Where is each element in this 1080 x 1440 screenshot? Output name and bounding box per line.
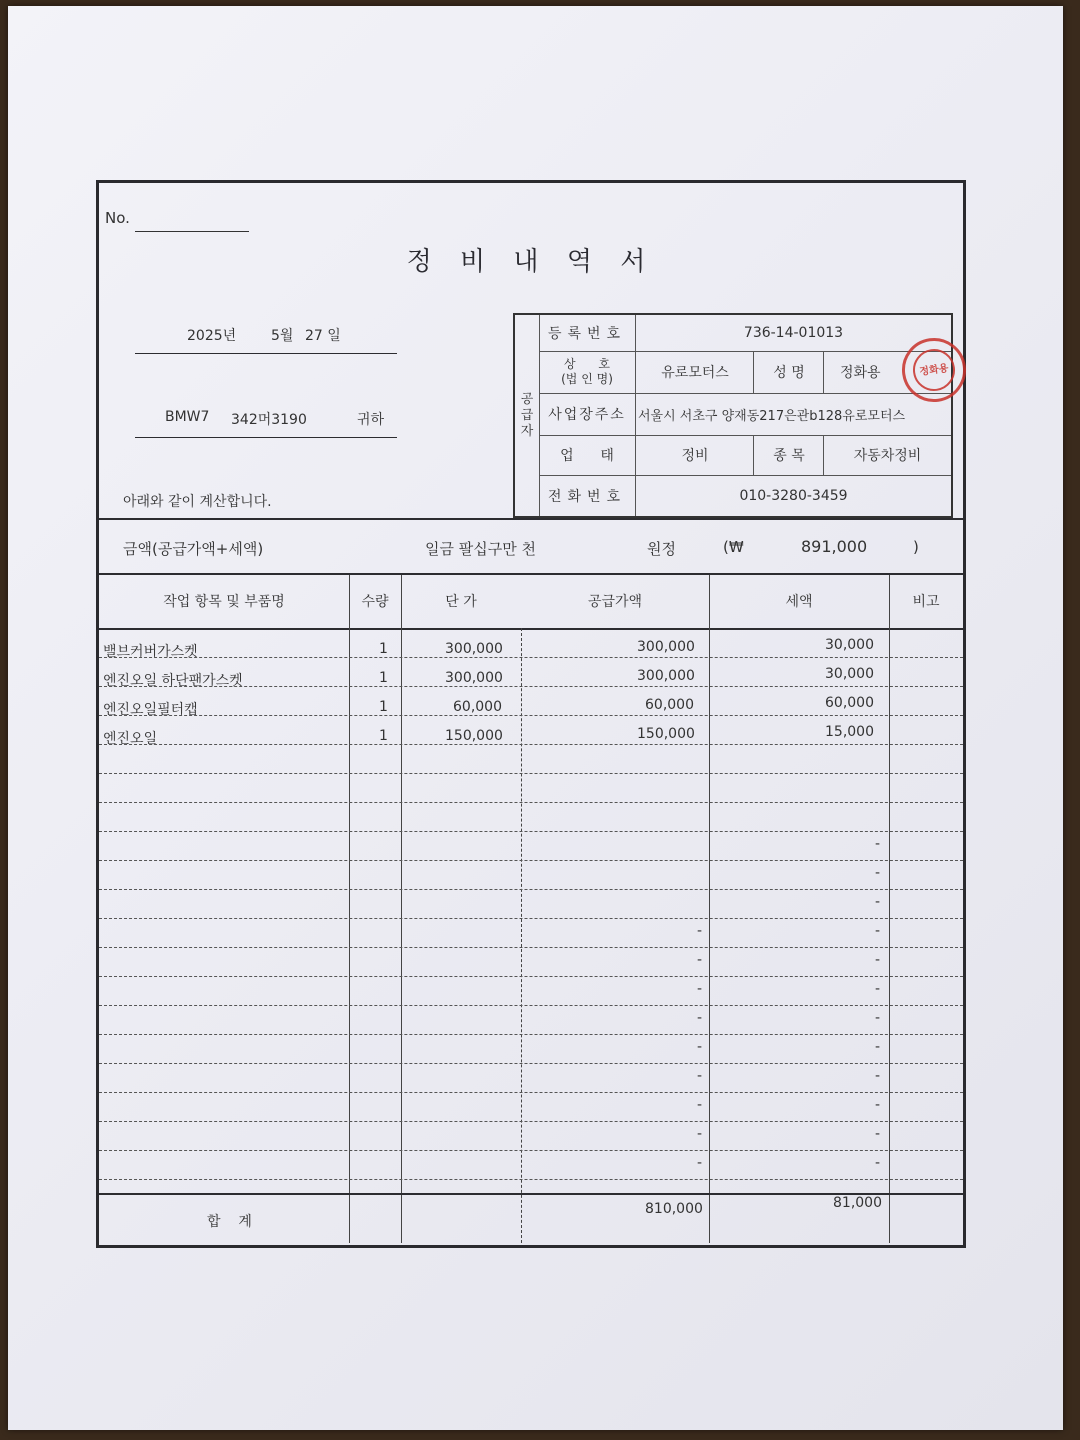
empty-tax-dash: - (875, 836, 881, 852)
row-1-qty: 1 (379, 641, 388, 657)
row-3-qty: 1 (379, 699, 388, 715)
amount-korean: 일금 팔십구만 천 (425, 540, 536, 558)
intro-text: 아래와 같이 계산합니다. (123, 494, 272, 510)
owner-name: 정화용 (823, 351, 951, 393)
empty-tax-dash: - (875, 1010, 881, 1026)
row-separator (99, 1092, 963, 1093)
total-label: 합 계 (207, 1214, 252, 1230)
empty-tax-dash: - (875, 952, 881, 968)
row-1-supply: 300,000 (637, 639, 695, 655)
supplier-side-char-1: 공 (520, 391, 534, 407)
empty-tax-dash: - (875, 1039, 881, 1055)
row-separator (99, 947, 963, 948)
supplier-row-reg (539, 315, 951, 352)
row-separator (99, 1063, 963, 1064)
amount-label: 금액(공급가액+세액) (123, 540, 264, 558)
row-separator (99, 860, 963, 861)
col-divider-unit (401, 575, 402, 1243)
total-tax: 81,000 (833, 1195, 882, 1211)
company-name: 유로모터스 (635, 351, 754, 393)
supplier-side-char-3: 자 (520, 423, 534, 439)
row-4-item: 엔진오일 (103, 731, 158, 747)
reg-number: 736-14-01013 (635, 315, 951, 351)
business-label: 업 태 (560, 448, 614, 464)
recipient-underline (135, 437, 397, 438)
row-3-unit: 60,000 (453, 699, 502, 715)
row-separator (99, 1034, 963, 1035)
amount-suffix: 원정 (647, 540, 676, 558)
row-separator (99, 1150, 963, 1151)
empty-tax-dash: - (875, 1155, 881, 1171)
empty-tax-dash: - (875, 923, 881, 939)
col-divider-tax (709, 575, 710, 1243)
col-divider-qty (349, 575, 350, 1243)
empty-supply-dash: - (697, 1010, 703, 1026)
company-label-line1: 상 호 (563, 357, 611, 371)
row-2-tax: 30,000 (825, 666, 874, 682)
row-separator (99, 773, 963, 774)
recipient-plate: 342머3190 (231, 412, 307, 428)
row-4-supply: 150,000 (637, 726, 695, 742)
supplier-row-phone (539, 475, 951, 516)
empty-tax-dash: - (875, 1068, 881, 1084)
business-type: 정비 (635, 435, 754, 475)
recipient-honorific: 귀하 (357, 412, 385, 428)
row-separator (99, 715, 963, 716)
supplier-box (513, 313, 953, 518)
phone-number: 010-3280-3459 (635, 475, 951, 516)
date-underline (135, 353, 397, 354)
row-4-qty: 1 (379, 728, 388, 744)
header-supply-amount: 공급가액 (587, 594, 643, 610)
page-title: 정 비 내 역 서 (406, 247, 656, 277)
address-value: 서울시 서초구 양재동217은관b128유로모터스 (635, 393, 951, 435)
row-separator (99, 889, 963, 890)
date-year: 2025년 (187, 328, 237, 344)
repair-statement-form (96, 180, 966, 1248)
empty-tax-dash: - (875, 981, 881, 997)
empty-tax-dash: - (875, 1126, 881, 1142)
supplier-row-company (539, 351, 951, 394)
row-separator (99, 918, 963, 919)
row-4-tax: 15,000 (825, 724, 874, 740)
supplier-side-char-2: 급 (520, 407, 534, 423)
doc-number-label: No. (105, 209, 130, 227)
row-3-item: 엔진오일필터캡 (103, 702, 198, 718)
empty-supply-dash: - (697, 1039, 703, 1055)
supplier-row-address (539, 393, 951, 436)
address-label: 사업장주소 (548, 407, 626, 423)
doc-number-line (135, 231, 249, 232)
supplier-side-label (515, 315, 540, 516)
row-separator (99, 1179, 963, 1180)
empty-supply-dash: - (697, 981, 703, 997)
empty-tax-dash: - (875, 865, 881, 881)
header-unit-price: 단 가 (445, 594, 477, 610)
row-separator (99, 1005, 963, 1006)
row-1-item: 밸브커버가스켓 (103, 644, 198, 660)
header-qty: 수량 (361, 594, 389, 610)
row-2-supply: 300,000 (637, 668, 695, 684)
row-2-item: 엔진오일 하단팬가스켓 (103, 673, 243, 689)
header-tax: 세액 (785, 594, 813, 610)
header-bottom-border (99, 628, 963, 630)
empty-supply-dash: - (697, 1068, 703, 1084)
date-month: 5월 (271, 328, 294, 344)
row-3-tax: 60,000 (825, 695, 874, 711)
row-separator (99, 744, 963, 745)
items-table-header (99, 575, 963, 627)
empty-supply-dash: - (697, 923, 703, 939)
owner-name-label: 성 명 (753, 351, 824, 393)
row-3-supply: 60,000 (645, 697, 694, 713)
row-separator (99, 831, 963, 832)
row-separator (99, 686, 963, 687)
row-separator (99, 1121, 963, 1122)
row-separator (99, 657, 963, 658)
company-label-line2: (법 인 명) (561, 372, 613, 386)
reg-label: 등록번호 (547, 326, 627, 342)
company-label (539, 351, 635, 393)
empty-supply-dash: - (697, 952, 703, 968)
row-2-unit: 300,000 (445, 670, 503, 686)
row-separator (99, 976, 963, 977)
header-note: 비고 (912, 594, 940, 610)
empty-supply-dash: - (697, 1126, 703, 1142)
amount-top-border (99, 518, 963, 520)
total-supply: 810,000 (645, 1201, 703, 1217)
col-divider-note (889, 575, 890, 1243)
supplier-row-business (539, 435, 951, 476)
header-item: 작업 항목 및 부품명 (163, 594, 285, 610)
row-1-unit: 300,000 (445, 641, 503, 657)
date-day: 27 일 (305, 328, 341, 344)
recipient-vehicle: BMW7 (165, 409, 210, 425)
empty-tax-dash: - (875, 1097, 881, 1113)
amount-close: ) (913, 538, 919, 556)
row-2-qty: 1 (379, 670, 388, 686)
empty-supply-dash: - (697, 1097, 703, 1113)
business-item: 자동차정비 (823, 435, 951, 475)
row-separator (99, 802, 963, 803)
empty-supply-dash: - (697, 1155, 703, 1171)
business-item-label: 종 목 (753, 435, 824, 475)
amount-value: 891,000 (801, 537, 868, 556)
empty-tax-dash: - (875, 894, 881, 910)
seal-inner: 정화용 (910, 346, 957, 393)
amount-open: (₩ (723, 538, 744, 556)
row-1-tax: 30,000 (825, 637, 874, 653)
row-4-unit: 150,000 (445, 728, 503, 744)
phone-label: 전화번호 (547, 488, 627, 505)
